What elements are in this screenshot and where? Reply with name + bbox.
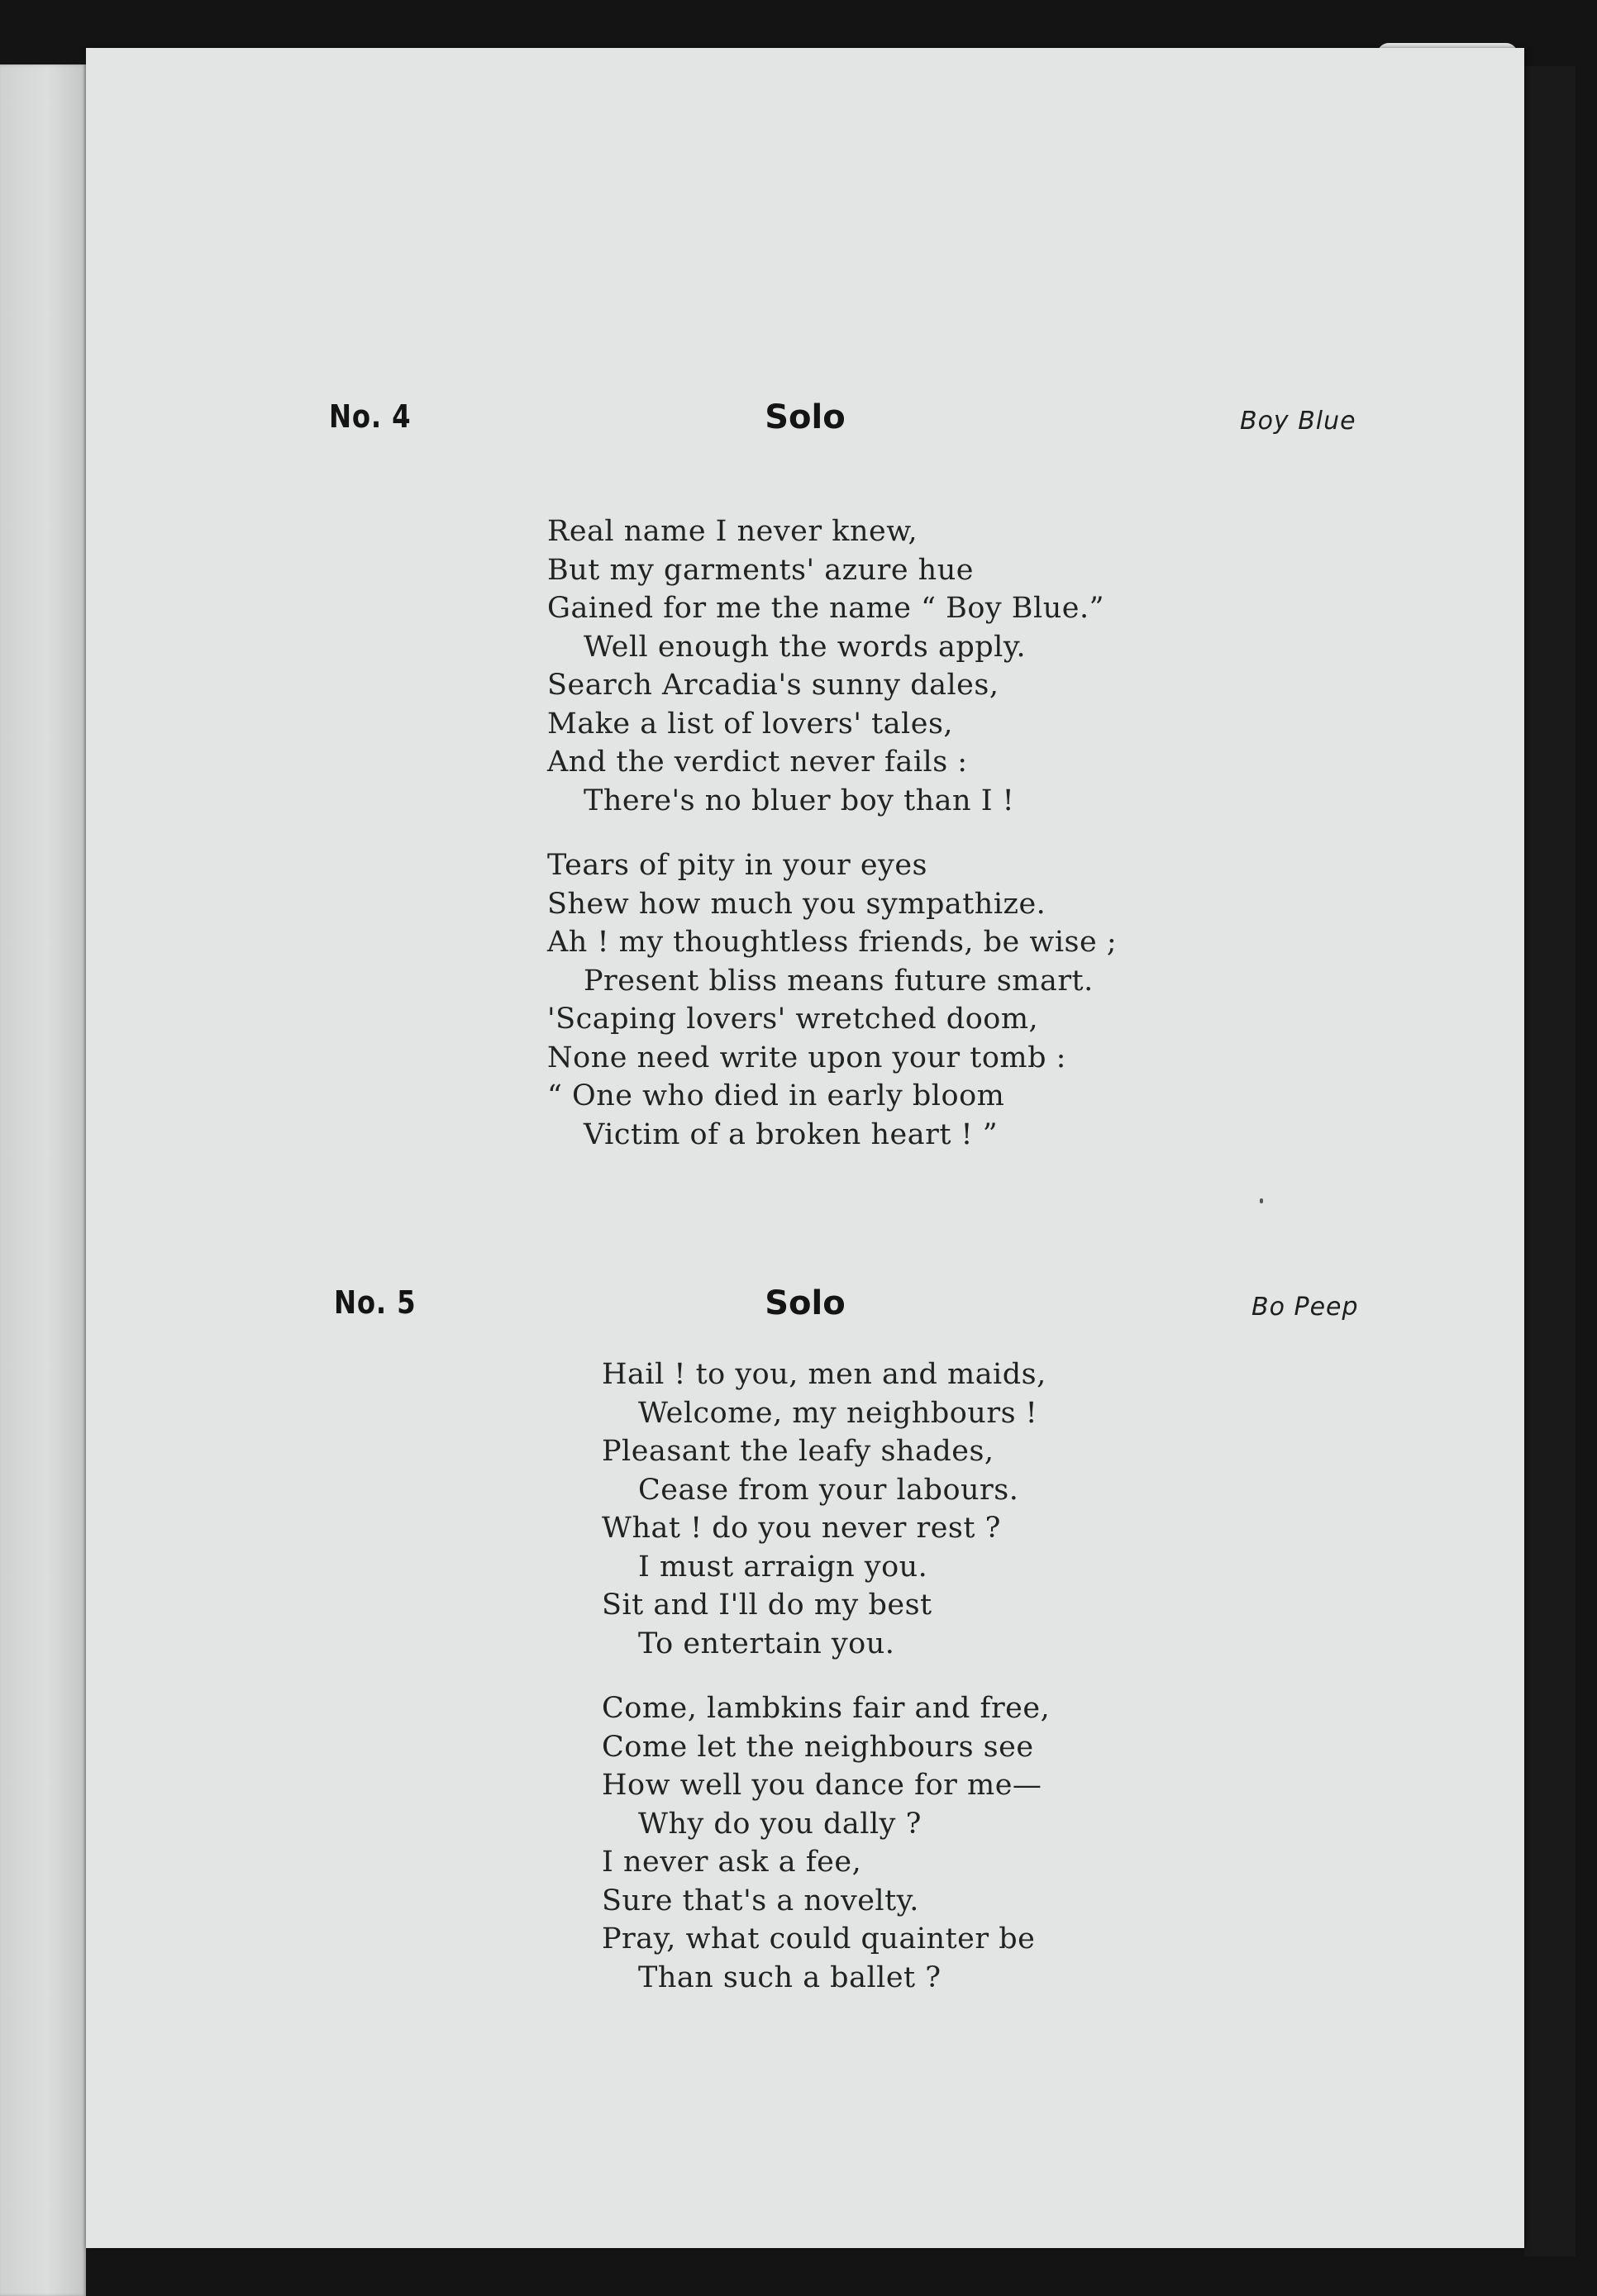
- stanza: [547, 512, 1117, 820]
- verse-line: Shew how much you sympathize.: [547, 887, 1046, 921]
- character-name: Bo Peep: [1251, 1293, 1359, 1322]
- verse-line: Pleasant the leafy shades,: [602, 1435, 994, 1468]
- verse-line: Victim of a broken heart ! ”: [584, 1117, 999, 1151]
- verse-line: Gained for me the name “ Boy Blue.”: [547, 592, 1104, 625]
- verse-line: I must arraign you.: [638, 1550, 928, 1584]
- facing-page-edge: [0, 64, 86, 2296]
- song-title: Solo: [765, 1284, 846, 1322]
- verse-line: I never ask a fee,: [602, 1846, 862, 1879]
- verse-line: “ One who died in early bloom: [547, 1079, 1005, 1112]
- stanza: [547, 846, 1117, 1154]
- verse-line: Why do you dally ?: [638, 1807, 922, 1841]
- verse-line: How well you dance for me—: [602, 1769, 1042, 1802]
- verse-line: 'Scaping lovers' wretched doom,: [547, 1003, 1039, 1036]
- verse-line: Present bliss means future smart.: [584, 964, 1094, 998]
- verse-line: Pray, what could quainter be: [602, 1922, 1036, 1955]
- verse-line: None need write upon your tomb :: [547, 1041, 1066, 1074]
- verse-line: Come, lambkins fair and free,: [602, 1692, 1051, 1725]
- character-name: Boy Blue: [1240, 407, 1356, 436]
- verse-line: Make a list of lovers' tales,: [547, 707, 954, 741]
- libretto-page: [86, 48, 1524, 2248]
- verse-line: Search Arcadia's sunny dales,: [547, 669, 999, 702]
- song-title: Solo: [765, 398, 846, 436]
- verse-line: Welcome, my neighbours !: [638, 1396, 1038, 1430]
- verse-line: What ! do you never rest ?: [602, 1512, 1001, 1545]
- verse-line: Come let the neighbours see: [602, 1730, 1034, 1764]
- stanza: [602, 1355, 1050, 1663]
- song-number: No. 5: [334, 1284, 417, 1321]
- verse-line: Sure that's a novelty.: [602, 1884, 919, 1917]
- song-lyrics-no-4: [547, 512, 1117, 1180]
- verse-line: Sit and I'll do my best: [602, 1589, 932, 1622]
- verse-line: There's no bluer boy than I !: [584, 784, 1015, 817]
- verse-line: And the verdict never fails :: [547, 745, 968, 779]
- verse-line: Ah ! my thoughtless friends, be wise ;: [547, 926, 1118, 959]
- verse-line: Tears of pity in your eyes: [547, 849, 928, 882]
- verse-line: But my garments' azure hue: [547, 553, 974, 587]
- verse-line: Real name I never knew,: [547, 515, 918, 548]
- verse-line: Hail ! to you, men and maids,: [602, 1358, 1046, 1391]
- verse-line: Cease from your labours.: [638, 1473, 1019, 1507]
- paper-speck: [1260, 1198, 1263, 1203]
- song-number: No. 4: [329, 398, 412, 435]
- song-lyrics-no-5: [602, 1355, 1050, 2023]
- stanza: [602, 1689, 1050, 1997]
- song-heading-no-4: [86, 398, 1524, 448]
- verse-line: Than such a ballet ?: [638, 1960, 942, 1994]
- verse-line: To entertain you.: [638, 1627, 895, 1660]
- song-heading-no-5: [86, 1284, 1524, 1334]
- scan-border: [1524, 66, 1576, 2256]
- verse-line: Well enough the words apply.: [584, 630, 1027, 664]
